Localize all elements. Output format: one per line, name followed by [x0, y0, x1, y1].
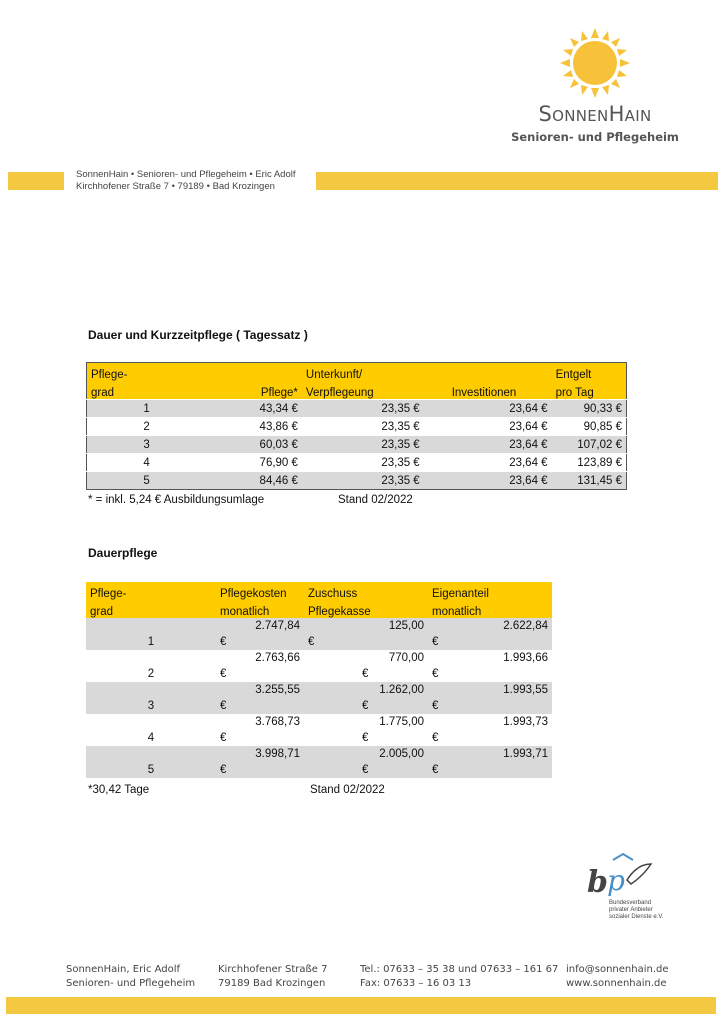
- cell-unterkunft: 23,35 €: [302, 436, 424, 454]
- cell-zuschuss: 125,00: [304, 618, 428, 634]
- table-row: [87, 400, 627, 418]
- header-unterkunft: Unterkunft/: [302, 363, 424, 382]
- table-header-row: [87, 363, 627, 382]
- cell-currency: €: [304, 762, 428, 778]
- footer-fax: Fax: 07633 – 16 03 13: [360, 978, 472, 989]
- table-row-continuation: [86, 762, 552, 778]
- table-row: [86, 618, 552, 634]
- header-pflegegrad: Pflege-: [86, 582, 216, 600]
- table-header-row: [86, 582, 552, 600]
- header-pflegegrad-2: grad: [86, 600, 216, 618]
- header-accent-bar-left: [8, 172, 64, 190]
- header-eigenanteil-2: monatlich: [428, 600, 552, 618]
- table-row: [87, 472, 627, 490]
- bpa-line3: sozialer Dienste e.V.: [609, 914, 664, 920]
- bpa-line1: Bundesverband: [609, 900, 652, 906]
- cell-unterkunft: 23,35 €: [302, 400, 424, 418]
- tagessatz-table: [86, 362, 627, 490]
- header-address-line2: Kirchhofener Straße 7 • 79189 • Bad Krozingen: [76, 181, 275, 192]
- header-entgelt-2: pro Tag: [552, 381, 627, 400]
- header-pflegegrad: Pflege-: [87, 363, 207, 382]
- cell-pflegekosten: 2.763,66: [216, 650, 304, 666]
- cell-eigenanteil: 1.993,71: [428, 746, 552, 762]
- dauerpflege-stand: Stand 02/2022: [310, 784, 385, 796]
- cell-unterkunft: 23,35 €: [302, 472, 424, 490]
- cell-entgelt: 90,85 €: [552, 418, 627, 436]
- cell-zuschuss: 1.775,00: [304, 714, 428, 730]
- table-row-continuation: [86, 634, 552, 650]
- table-row-continuation: [86, 698, 552, 714]
- tagessatz-stand: Stand 02/2022: [338, 494, 413, 506]
- table-header-row: [86, 600, 552, 618]
- section-title-tagessatz: Dauer und Kurzzeitpflege ( Tagessatz ): [88, 328, 308, 342]
- header-pflege: Pflege*: [206, 381, 302, 400]
- cell-currency: €: [216, 730, 304, 746]
- cell-pflege: 43,86 €: [206, 418, 302, 436]
- cell-spacer: [86, 650, 216, 666]
- table-row: [86, 650, 552, 666]
- footer-company: [66, 963, 195, 991]
- cell-unterkunft: 23,35 €: [302, 418, 424, 436]
- tagessatz-footnote: * = inkl. 5,24 € Ausbildungsumlage: [88, 494, 265, 506]
- cell-currency: €: [304, 634, 428, 650]
- table-row-continuation: [86, 730, 552, 746]
- cell-grad: 2: [86, 666, 216, 682]
- cell-eigenanteil: 2.622,84: [428, 618, 552, 634]
- cell-currency: €: [428, 634, 552, 650]
- brand-subtitle: Senioren- und Pflegeheim: [511, 130, 679, 144]
- cell-pflege: 43,34 €: [206, 400, 302, 418]
- cell-spacer: [86, 682, 216, 698]
- cell-zuschuss: 770,00: [304, 650, 428, 666]
- cell-spacer: [86, 714, 216, 730]
- cell-pflege: 84,46 €: [206, 472, 302, 490]
- cell-grad: 4: [87, 454, 207, 472]
- cell-zuschuss: 2.005,00: [304, 746, 428, 762]
- cell-entgelt: 131,45 €: [552, 472, 627, 490]
- bpa-logo: [585, 852, 685, 932]
- table-row: [87, 436, 627, 454]
- cell-currency: €: [428, 666, 552, 682]
- cell-currency: €: [216, 634, 304, 650]
- cell-investitionen: 23,64 €: [424, 418, 552, 436]
- cell-investitionen: 23,64 €: [424, 472, 552, 490]
- footer-email-link[interactable]: info@sonnenhain.de: [566, 964, 669, 975]
- cell-grad: 3: [87, 436, 207, 454]
- header-empty: [424, 363, 552, 382]
- table-row: [86, 746, 552, 762]
- cell-unterkunft: 23,35 €: [302, 454, 424, 472]
- footer-tel: Tel.: 07633 – 35 38 und 07633 – 161 67: [360, 964, 559, 975]
- table-row: [87, 454, 627, 472]
- bpa-line2: privater Anbieter: [609, 907, 653, 913]
- bpa-logo-icon: [585, 852, 665, 900]
- cell-currency: €: [216, 698, 304, 714]
- table-row-continuation: [86, 666, 552, 682]
- footer-accent-bar: [6, 997, 716, 1014]
- header-eigenanteil: Eigenanteil: [428, 582, 552, 600]
- sonnenhain-logo: [510, 28, 680, 146]
- header-unterkunft-2: Verpflegeung: [302, 381, 424, 400]
- cell-pflegekosten: 2.747,84: [216, 618, 304, 634]
- header-entgelt: Entgelt: [552, 363, 627, 382]
- header-accent-bar-right: [316, 172, 718, 190]
- cell-grad: 3: [86, 698, 216, 714]
- dauerpflege-table: [86, 582, 552, 778]
- cell-grad: 5: [87, 472, 207, 490]
- sun-icon: [560, 28, 630, 98]
- cell-currency: €: [216, 762, 304, 778]
- cell-investitionen: 23,64 €: [424, 436, 552, 454]
- cell-entgelt: 90,33 €: [552, 400, 627, 418]
- footer-address-line1: Kirchhofener Straße 7: [218, 964, 328, 975]
- cell-currency: €: [428, 762, 552, 778]
- cell-pflege: 60,03 €: [206, 436, 302, 454]
- cell-grad: 5: [86, 762, 216, 778]
- footer-address: [218, 963, 327, 991]
- cell-currency: €: [304, 698, 428, 714]
- header-address-line1: SonnenHain • Senioren- und Pflegeheim • Eric Adolf: [76, 169, 296, 180]
- footer-company-line1: SonnenHain, Eric Adolf: [66, 964, 181, 975]
- cell-investitionen: 23,64 €: [424, 400, 552, 418]
- svg-text:b: b: [587, 865, 608, 900]
- cell-spacer: [86, 618, 216, 634]
- cell-currency: €: [428, 730, 552, 746]
- dauerpflege-table-body: [86, 618, 552, 778]
- cell-pflegekosten: 3.998,71: [216, 746, 304, 762]
- header-pflegegrad-2: grad: [87, 381, 207, 400]
- cell-pflegekosten: 3.768,73: [216, 714, 304, 730]
- header-investitionen: Investitionen: [424, 381, 552, 400]
- table-row: [86, 714, 552, 730]
- header-zuschuss: Zuschuss: [304, 582, 428, 600]
- cell-currency: €: [428, 698, 552, 714]
- svg-text:p: p: [607, 864, 625, 897]
- cell-pflege: 76,90 €: [206, 454, 302, 472]
- cell-currency: €: [304, 666, 428, 682]
- cell-eigenanteil: 1.993,55: [428, 682, 552, 698]
- cell-spacer: [86, 746, 216, 762]
- cell-currency: €: [304, 730, 428, 746]
- cell-grad: 4: [86, 730, 216, 746]
- table-header-row: [87, 381, 627, 400]
- cell-zuschuss: 1.262,00: [304, 682, 428, 698]
- table-row: [86, 682, 552, 698]
- cell-entgelt: 123,89 €: [552, 454, 627, 472]
- header-zuschuss-2: Pflegekasse: [304, 600, 428, 618]
- cell-grad: 1: [87, 400, 207, 418]
- cell-pflegekosten: 3.255,55: [216, 682, 304, 698]
- cell-investitionen: 23,64 €: [424, 454, 552, 472]
- footer-company-line2: Senioren- und Pflegeheim: [66, 978, 196, 989]
- header-pflegekosten-2: monatlich: [216, 600, 304, 618]
- cell-currency: €: [216, 666, 304, 682]
- cell-grad: 2: [87, 418, 207, 436]
- header-empty: [206, 363, 302, 382]
- bpa-caption: [609, 900, 663, 921]
- footer-phone: [360, 963, 558, 991]
- header-address: [76, 169, 295, 193]
- cell-entgelt: 107,02 €: [552, 436, 627, 454]
- table-row: [87, 418, 627, 436]
- cell-eigenanteil: 1.993,73: [428, 714, 552, 730]
- cell-eigenanteil: 1.993,66: [428, 650, 552, 666]
- section-title-dauerpflege: Dauerpflege: [88, 546, 158, 560]
- footer-contact: [566, 963, 669, 991]
- brand-name: SonnenHain: [538, 102, 652, 126]
- footer-address-line2: 79189 Bad Krozingen: [218, 978, 326, 989]
- cell-grad: 1: [86, 634, 216, 650]
- header-pflegekosten: Pflegekosten: [216, 582, 304, 600]
- dauerpflege-footnote: *30,42 Tage: [88, 784, 150, 796]
- footer-website-link[interactable]: www.sonnenhain.de: [566, 978, 667, 989]
